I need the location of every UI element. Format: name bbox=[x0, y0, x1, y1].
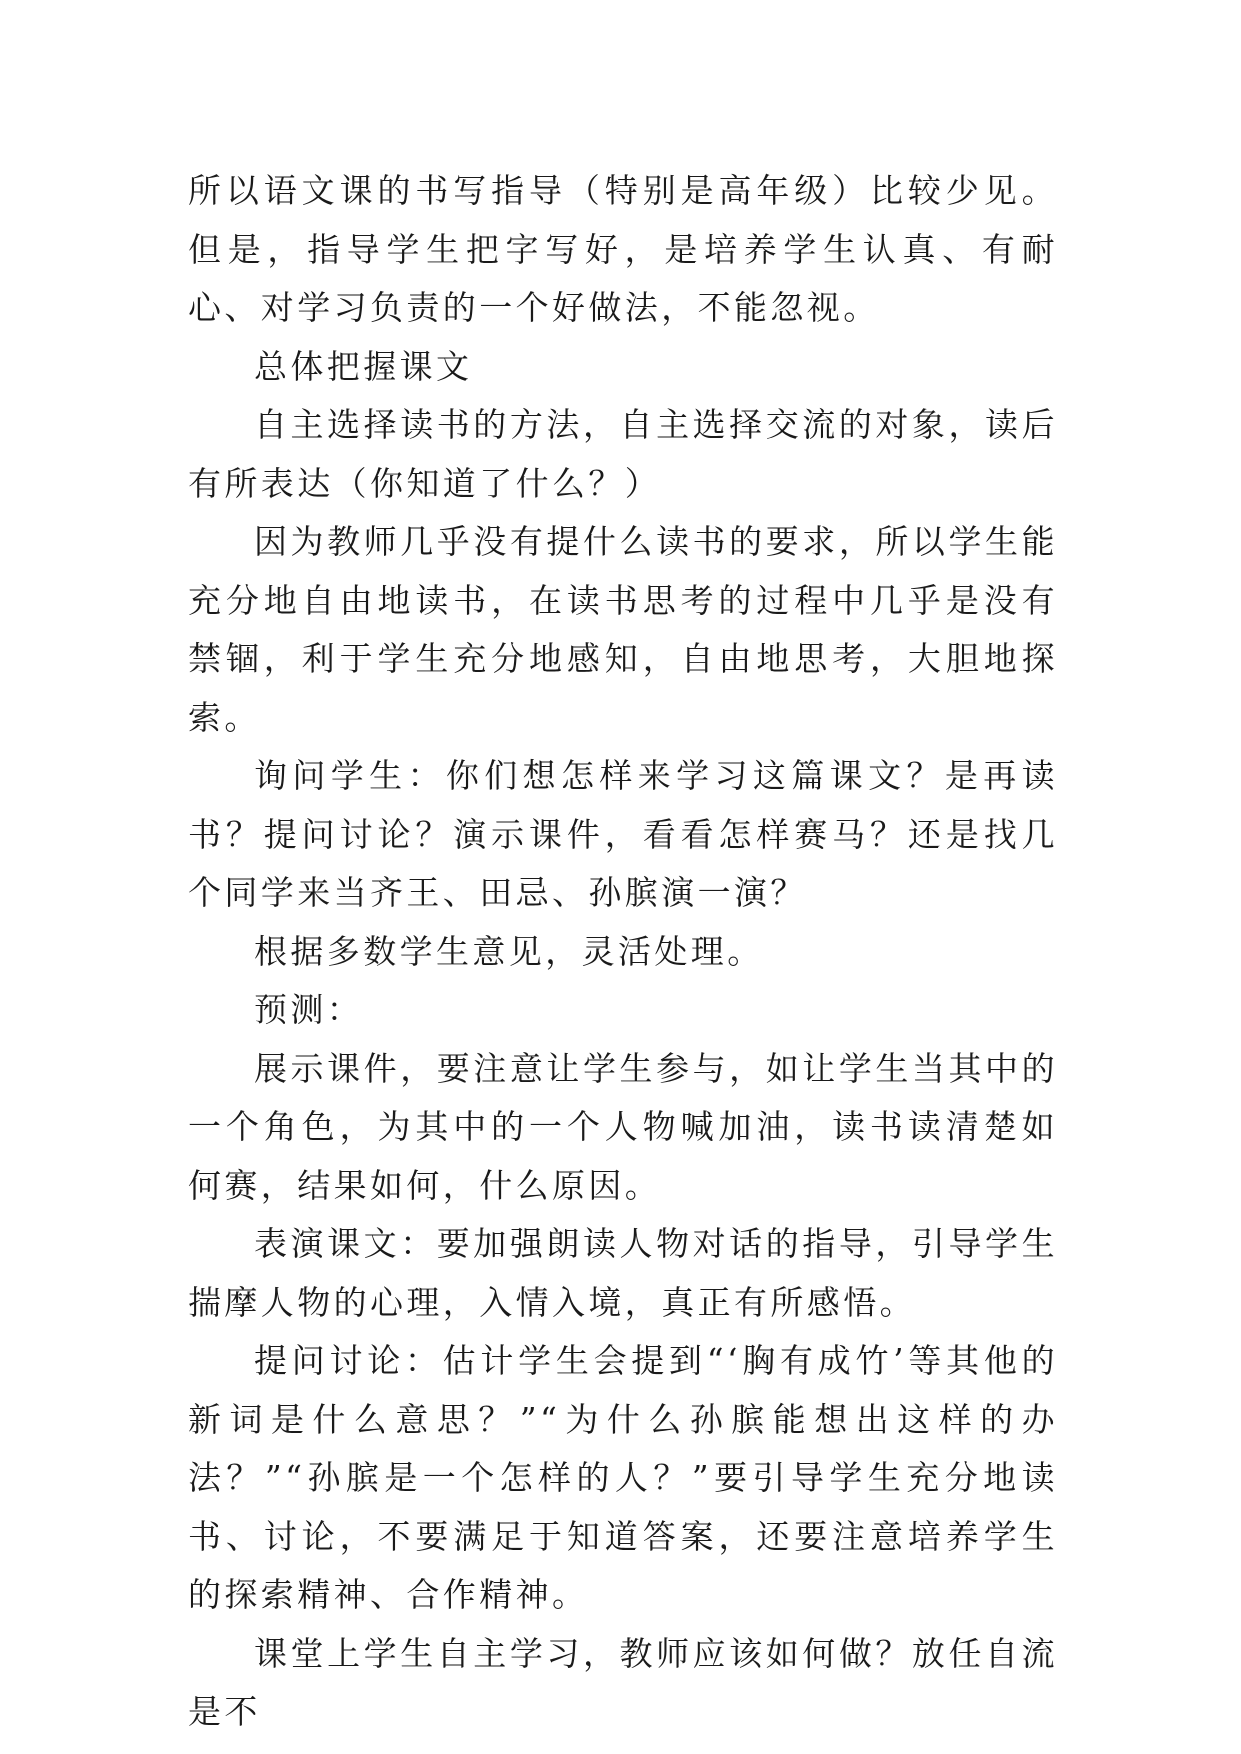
paragraph-show-courseware: 展示课件，要注意让学生参与，如让学生当其中的一个角色，为其中的一个人物喊加油，读书读清楚如何赛，结果如何，什么原因。 bbox=[188, 1048, 1058, 1205]
paragraph-perform-text: 表演课文：要加强朗读人物对话的指导，引导学生揣摩人物的心理，入情入境，真正有所感悟。 bbox=[188, 1224, 1058, 1322]
paragraph-ask-students: 询问学生：你们想怎样来学习这篇课文？是再读书？提问讨论？演示课件，看看怎样赛马？还是找几个同学来当齐王、田忌、孙膑演一演？ bbox=[188, 756, 1058, 912]
paragraph-discussion: 提问讨论：估计学生会提到“‘胸有成竹’等其他的新词是什么意思？”“为什么孙膑能想出这样的办法？”“孙膑是一个怎样的人？”要引导学生充分地读书、讨论，不要满足于知道答案，还要注意培养学生的探索精神、合作精神。 bbox=[188, 1341, 1058, 1614]
paragraph-classroom-autonomy: 课堂上学生自主学习，教师应该如何做？放任自流是不 bbox=[188, 1633, 1058, 1731]
paragraph-continued: 所以语文课的书写指导（特别是高年级）比较少见。但是，指导学生把字写好，是培养学生认真、有耐心、对学习负责的一个好做法，不能忽视。 bbox=[188, 171, 1058, 327]
document-body bbox=[188, 162, 1058, 1742]
paragraph-free-reading: 因为教师几乎没有提什么读书的要求，所以学生能充分地自由地读书，在读书思考的过程中几乎是没有禁锢，利于学生充分地感知，自由地思考，大胆地探索。 bbox=[188, 522, 1058, 737]
paragraph-heading-overview: 总体把握课文 bbox=[254, 346, 473, 386]
paragraph-prediction-label: 预测： bbox=[254, 990, 364, 1029]
paragraph-flexible-handling: 根据多数学生意见，灵活处理。 bbox=[254, 931, 764, 971]
paragraph-self-selection: 自主选择读书的方法，自主选择交流的对象，读后有所表达（你知道了什么？） bbox=[188, 405, 1058, 503]
